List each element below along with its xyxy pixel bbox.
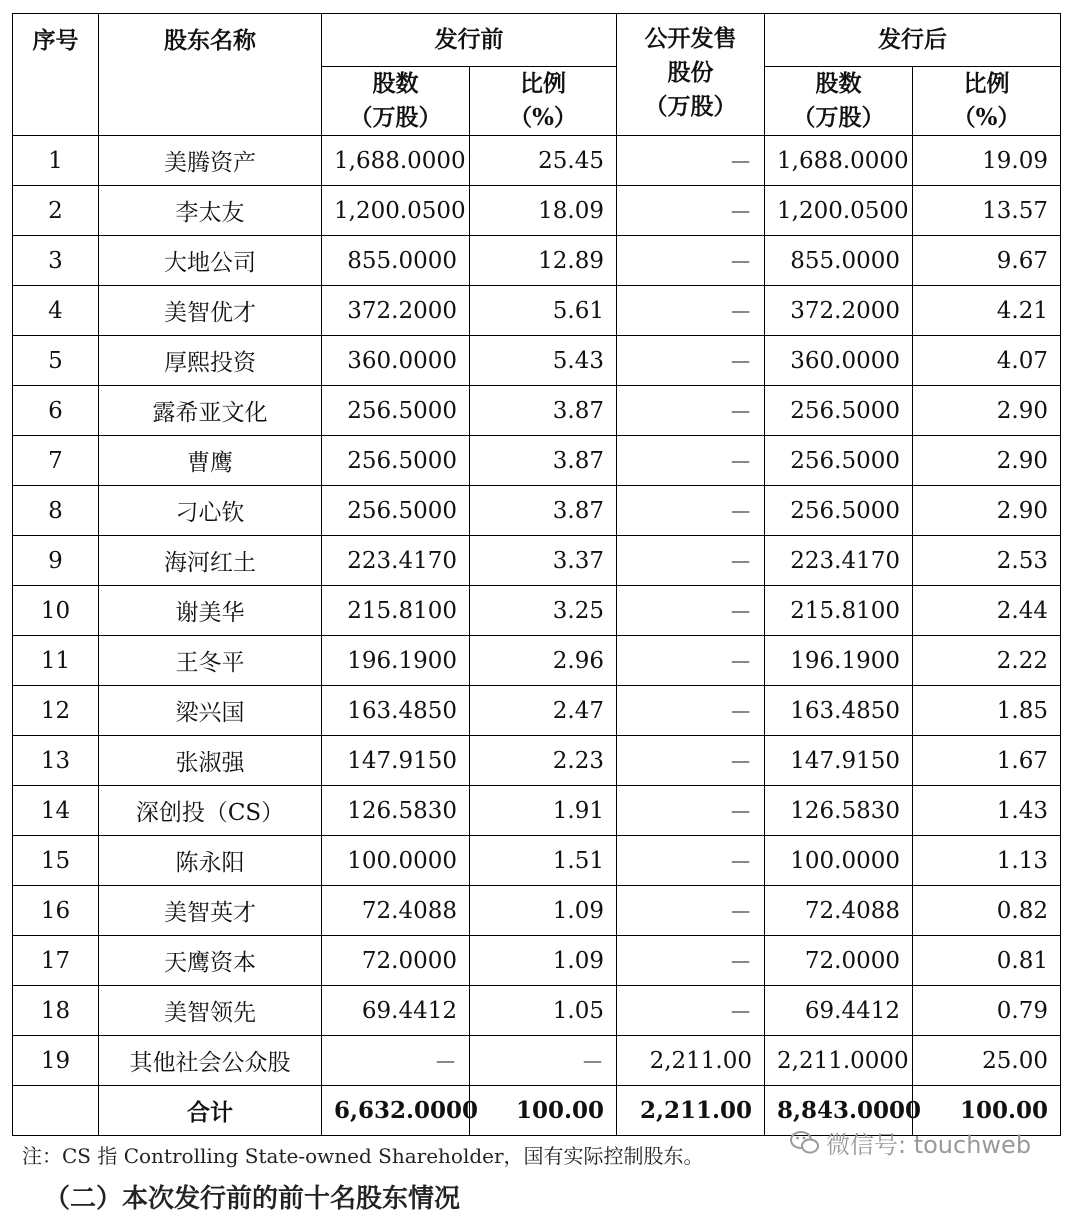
- row-public-offering: －: [617, 386, 765, 436]
- row-pre-ratio: 1.09: [470, 936, 617, 986]
- row-pre-ratio: 3.87: [470, 436, 617, 486]
- row-no: 16: [13, 886, 99, 936]
- row-pre-ratio: 3.87: [470, 486, 617, 536]
- row-name: 天鹰资本: [99, 936, 322, 986]
- table-row: [13, 686, 1061, 736]
- table-note: 注：CS 指 Controlling State-owned Shareholder，国有实际控制股东。: [22, 1144, 704, 1168]
- table-row: [13, 886, 1061, 936]
- row-no: 4: [13, 286, 99, 336]
- row-post-shares: 215.8100: [765, 586, 913, 636]
- row-public-offering: －: [617, 886, 765, 936]
- row-pre-ratio: 3.25: [470, 586, 617, 636]
- row-name: 厚熙投资: [99, 336, 322, 386]
- wechat-icon: [790, 1130, 820, 1156]
- row-name: 美智优才: [99, 286, 322, 336]
- table-row: [13, 986, 1061, 1036]
- row-pre-shares: 196.1900: [322, 636, 470, 686]
- row-post-shares: 126.5830: [765, 786, 913, 836]
- row-post-ratio: 0.79: [913, 986, 1061, 1036]
- row-post-ratio: 2.90: [913, 486, 1061, 536]
- row-no: 9: [13, 536, 99, 586]
- row-name: 谢美华: [99, 586, 322, 636]
- row-name: 曹鹰: [99, 436, 322, 486]
- row-pre-shares: 72.4088: [322, 886, 470, 936]
- table-row: [13, 436, 1061, 486]
- row-pre-ratio: 1.51: [470, 836, 617, 886]
- total-public: 2,211.00: [617, 1086, 765, 1136]
- row-post-shares: 1,688.0000: [765, 136, 913, 186]
- row-pre-shares: 256.5000: [322, 486, 470, 536]
- row-pre-shares: 256.5000: [322, 436, 470, 486]
- row-public-offering: －: [617, 636, 765, 686]
- header-seq: 序号: [13, 14, 99, 136]
- row-name: 大地公司: [99, 236, 322, 286]
- row-no: 7: [13, 436, 99, 486]
- row-no: 3: [13, 236, 99, 286]
- row-post-ratio: 1.85: [913, 686, 1061, 736]
- row-no: 1: [13, 136, 99, 186]
- row-post-shares: 1,200.0500: [765, 186, 913, 236]
- row-post-ratio: 0.82: [913, 886, 1061, 936]
- row-post-shares: 256.5000: [765, 436, 913, 486]
- row-name: 露希亚文化: [99, 386, 322, 436]
- table-row: [13, 536, 1061, 586]
- row-pre-shares: 372.2000: [322, 286, 470, 336]
- shareholder-table: [12, 13, 1061, 1136]
- total-pre-shares: 6,632.0000: [322, 1086, 470, 1136]
- row-post-shares: 223.4170: [765, 536, 913, 586]
- table-row: [13, 786, 1061, 836]
- watermark: [790, 1125, 1031, 1160]
- header-pre-issue: 发行前: [322, 14, 617, 67]
- row-public-offering: －: [617, 936, 765, 986]
- header-post-shares: 股数 （万股）: [765, 67, 913, 136]
- row-post-ratio: 4.07: [913, 336, 1061, 386]
- next-section-heading: （二）本次发行前的前十名股东情况: [44, 1184, 461, 1214]
- row-name: 陈永阳: [99, 836, 322, 886]
- row-no: 17: [13, 936, 99, 986]
- header-public-offering: 公开发售 股份 （万股）: [617, 14, 765, 136]
- table-row: [13, 186, 1061, 236]
- row-no: 18: [13, 986, 99, 1036]
- row-post-ratio: 19.09: [913, 136, 1061, 186]
- row-no: 2: [13, 186, 99, 236]
- row-post-ratio: 1.67: [913, 736, 1061, 786]
- row-post-ratio: 25.00: [913, 1036, 1061, 1086]
- row-public-offering: －: [617, 786, 765, 836]
- total-post-shares: 8,843.0000: [765, 1086, 913, 1136]
- row-public-offering: －: [617, 736, 765, 786]
- row-pre-shares: 1,688.0000: [322, 136, 470, 186]
- header-post-ratio: 比例 （%）: [913, 67, 1061, 136]
- row-pre-shares: －: [322, 1036, 470, 1086]
- row-pre-ratio: 12.89: [470, 236, 617, 286]
- row-no: 5: [13, 336, 99, 386]
- row-pre-shares: 360.0000: [322, 336, 470, 386]
- row-post-ratio: 2.22: [913, 636, 1061, 686]
- row-post-shares: 360.0000: [765, 336, 913, 386]
- row-pre-shares: 855.0000: [322, 236, 470, 286]
- row-name: 美智领先: [99, 986, 322, 1036]
- row-name: 张淑强: [99, 736, 322, 786]
- total-label: 合计: [99, 1086, 322, 1136]
- table-row: [13, 386, 1061, 436]
- row-post-ratio: 1.13: [913, 836, 1061, 886]
- row-post-shares: 855.0000: [765, 236, 913, 286]
- row-pre-ratio: 5.61: [470, 286, 617, 336]
- row-name: 其他社会公众股: [99, 1036, 322, 1086]
- total-pre-ratio: 100.00: [470, 1086, 617, 1136]
- row-name: 刁心钦: [99, 486, 322, 536]
- row-public-offering: －: [617, 236, 765, 286]
- row-post-ratio: 4.21: [913, 286, 1061, 336]
- row-name: 海河红土: [99, 536, 322, 586]
- watermark-text: 微信号: touchweb: [826, 1131, 1032, 1159]
- row-public-offering: －: [617, 986, 765, 1036]
- header-post-issue: 发行后: [765, 14, 1061, 67]
- row-post-shares: 372.2000: [765, 286, 913, 336]
- row-pre-shares: 126.5830: [322, 786, 470, 836]
- row-pre-shares: 1,200.0500: [322, 186, 470, 236]
- row-pre-shares: 69.4412: [322, 986, 470, 1036]
- row-post-ratio: 0.81: [913, 936, 1061, 986]
- table-row: [13, 586, 1061, 636]
- row-name: 美腾资产: [99, 136, 322, 186]
- row-post-shares: 163.4850: [765, 686, 913, 736]
- row-public-offering: －: [617, 486, 765, 536]
- table-row: [13, 836, 1061, 886]
- row-pre-ratio: 18.09: [470, 186, 617, 236]
- row-post-shares: 196.1900: [765, 636, 913, 686]
- table-row: [13, 936, 1061, 986]
- table-row: [13, 1036, 1061, 1086]
- row-post-shares: 69.4412: [765, 986, 913, 1036]
- row-public-offering: 2,211.00: [617, 1036, 765, 1086]
- row-pre-ratio: 1.05: [470, 986, 617, 1036]
- row-no: 13: [13, 736, 99, 786]
- row-pre-shares: 72.0000: [322, 936, 470, 986]
- table-row: [13, 736, 1061, 786]
- table-row: [13, 136, 1061, 186]
- header-pre-ratio: 比例 （%）: [470, 67, 617, 136]
- row-pre-ratio: 25.45: [470, 136, 617, 186]
- row-post-ratio: 1.43: [913, 786, 1061, 836]
- row-pre-ratio: 1.91: [470, 786, 617, 836]
- row-post-shares: 147.9150: [765, 736, 913, 786]
- row-pre-shares: 100.0000: [322, 836, 470, 886]
- row-pre-shares: 163.4850: [322, 686, 470, 736]
- header-pre-shares: 股数 （万股）: [322, 67, 470, 136]
- row-pre-ratio: －: [470, 1036, 617, 1086]
- row-public-offering: －: [617, 586, 765, 636]
- row-post-shares: 256.5000: [765, 386, 913, 436]
- row-post-ratio: 2.90: [913, 386, 1061, 436]
- row-pre-ratio: 2.96: [470, 636, 617, 686]
- row-pre-ratio: 3.87: [470, 386, 617, 436]
- table-row: [13, 336, 1061, 386]
- row-public-offering: －: [617, 186, 765, 236]
- row-public-offering: －: [617, 286, 765, 336]
- row-public-offering: －: [617, 336, 765, 386]
- row-name: 深创投（CS）: [99, 786, 322, 836]
- header-name: 股东名称: [99, 14, 322, 136]
- row-post-ratio: 2.90: [913, 436, 1061, 486]
- row-no: 11: [13, 636, 99, 686]
- total-post-ratio: 100.00: [913, 1086, 1061, 1136]
- row-post-shares: 100.0000: [765, 836, 913, 886]
- row-pre-shares: 215.8100: [322, 586, 470, 636]
- row-pre-ratio: 5.43: [470, 336, 617, 386]
- row-pre-ratio: 3.37: [470, 536, 617, 586]
- row-name: 梁兴国: [99, 686, 322, 736]
- row-no: 10: [13, 586, 99, 636]
- row-pre-shares: 147.9150: [322, 736, 470, 786]
- row-post-shares: 72.0000: [765, 936, 913, 986]
- table-row: [13, 236, 1061, 286]
- row-post-shares: 256.5000: [765, 486, 913, 536]
- row-no: 19: [13, 1036, 99, 1086]
- row-name: 李太友: [99, 186, 322, 236]
- row-pre-ratio: 1.09: [470, 886, 617, 936]
- row-post-ratio: 13.57: [913, 186, 1061, 236]
- row-post-ratio: 2.53: [913, 536, 1061, 586]
- row-no: 14: [13, 786, 99, 836]
- row-no: 8: [13, 486, 99, 536]
- row-pre-shares: 223.4170: [322, 536, 470, 586]
- row-public-offering: －: [617, 836, 765, 886]
- row-post-shares: 2,211.0000: [765, 1036, 913, 1086]
- row-pre-ratio: 2.47: [470, 686, 617, 736]
- table-body: [13, 136, 1061, 1136]
- row-public-offering: －: [617, 436, 765, 486]
- row-public-offering: －: [617, 136, 765, 186]
- table-row: [13, 286, 1061, 336]
- row-pre-ratio: 2.23: [470, 736, 617, 786]
- row-public-offering: －: [617, 686, 765, 736]
- row-post-shares: 72.4088: [765, 886, 913, 936]
- row-no: 6: [13, 386, 99, 436]
- table-row: [13, 636, 1061, 686]
- row-no: 12: [13, 686, 99, 736]
- row-public-offering: －: [617, 536, 765, 586]
- row-pre-shares: 256.5000: [322, 386, 470, 436]
- table-row: [13, 486, 1061, 536]
- row-name: 王冬平: [99, 636, 322, 686]
- row-no: 15: [13, 836, 99, 886]
- row-post-ratio: 9.67: [913, 236, 1061, 286]
- row-post-ratio: 2.44: [913, 586, 1061, 636]
- row-name: 美智英才: [99, 886, 322, 936]
